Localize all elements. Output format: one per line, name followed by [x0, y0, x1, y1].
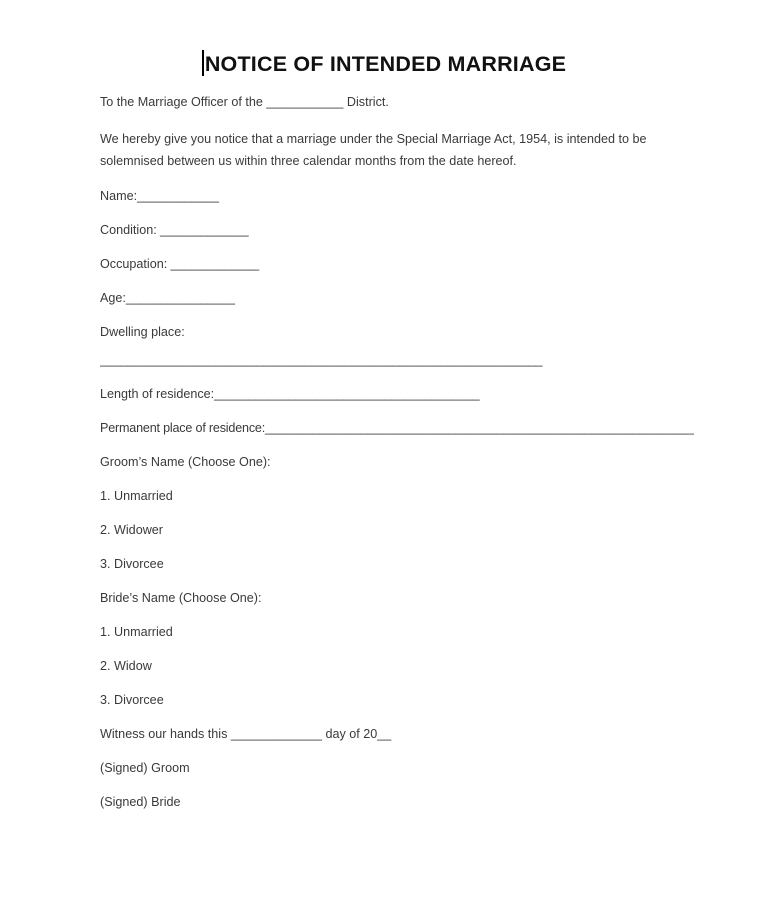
groom-heading: Groom’s Name (Choose One):: [100, 455, 271, 469]
document-body: [100, 94, 700, 828]
field-condition-blank[interactable]: _____________: [156, 223, 249, 237]
field-age: [100, 290, 700, 306]
addressee-line: To the Marriage Officer of the ___________ District.: [100, 95, 389, 109]
intro-paragraph: We hereby give you notice that a marriage under the Special Marriage Act, 1954, is intended to be solemnised between us within three calendar months from the date hereof.: [100, 132, 647, 168]
bride-option-2[interactable]: 2. Widow: [100, 659, 152, 673]
bride-option-1[interactable]: 1. Unmarried: [100, 625, 173, 639]
length-of-residence-blank[interactable]: _______________________________________: [214, 387, 480, 401]
field-name: [100, 188, 700, 204]
groom-option-2[interactable]: 2. Widower: [100, 523, 163, 537]
witness-line[interactable]: Witness our hands this _____________ day of 20__: [100, 727, 392, 741]
field-name-label: Name:: [100, 189, 138, 203]
bride-option-3[interactable]: 3. Divorcee: [100, 693, 164, 707]
field-age-label: Age:: [100, 291, 126, 305]
field-age-blank[interactable]: ________________: [125, 291, 235, 305]
field-occupation: [100, 256, 700, 272]
dwelling-place-label: Dwelling place:: [100, 325, 185, 339]
permanent-residence: [100, 420, 700, 436]
permanent-residence-label: Permanent place of residence:: [100, 421, 266, 435]
document-title-row: [0, 50, 768, 77]
text-caret-icon: [202, 50, 204, 76]
length-of-residence: [100, 386, 700, 402]
bride-heading: Bride’s Name (Choose One):: [100, 591, 262, 605]
dwelling-place-blank[interactable]: _________________________________________________________________: [100, 353, 543, 367]
signed-bride-line: (Signed) Bride: [100, 795, 181, 809]
field-occupation-label: Occupation:: [100, 257, 168, 271]
groom-option-1[interactable]: 1. Unmarried: [100, 489, 173, 503]
permanent-residence-blank[interactable]: _______________________________________________________________: [265, 421, 694, 435]
length-of-residence-label: Length of residence:: [100, 387, 215, 401]
field-condition: [100, 222, 700, 238]
page-title: NOTICE OF INTENDED MARRIAGE: [204, 52, 567, 76]
signed-groom-line: (Signed) Groom: [100, 761, 190, 775]
field-name-blank[interactable]: ____________: [137, 189, 219, 203]
field-occupation-blank[interactable]: _____________: [167, 257, 259, 271]
groom-option-3[interactable]: 3. Divorcee: [100, 557, 164, 571]
field-condition-label: Condition:: [100, 223, 157, 237]
